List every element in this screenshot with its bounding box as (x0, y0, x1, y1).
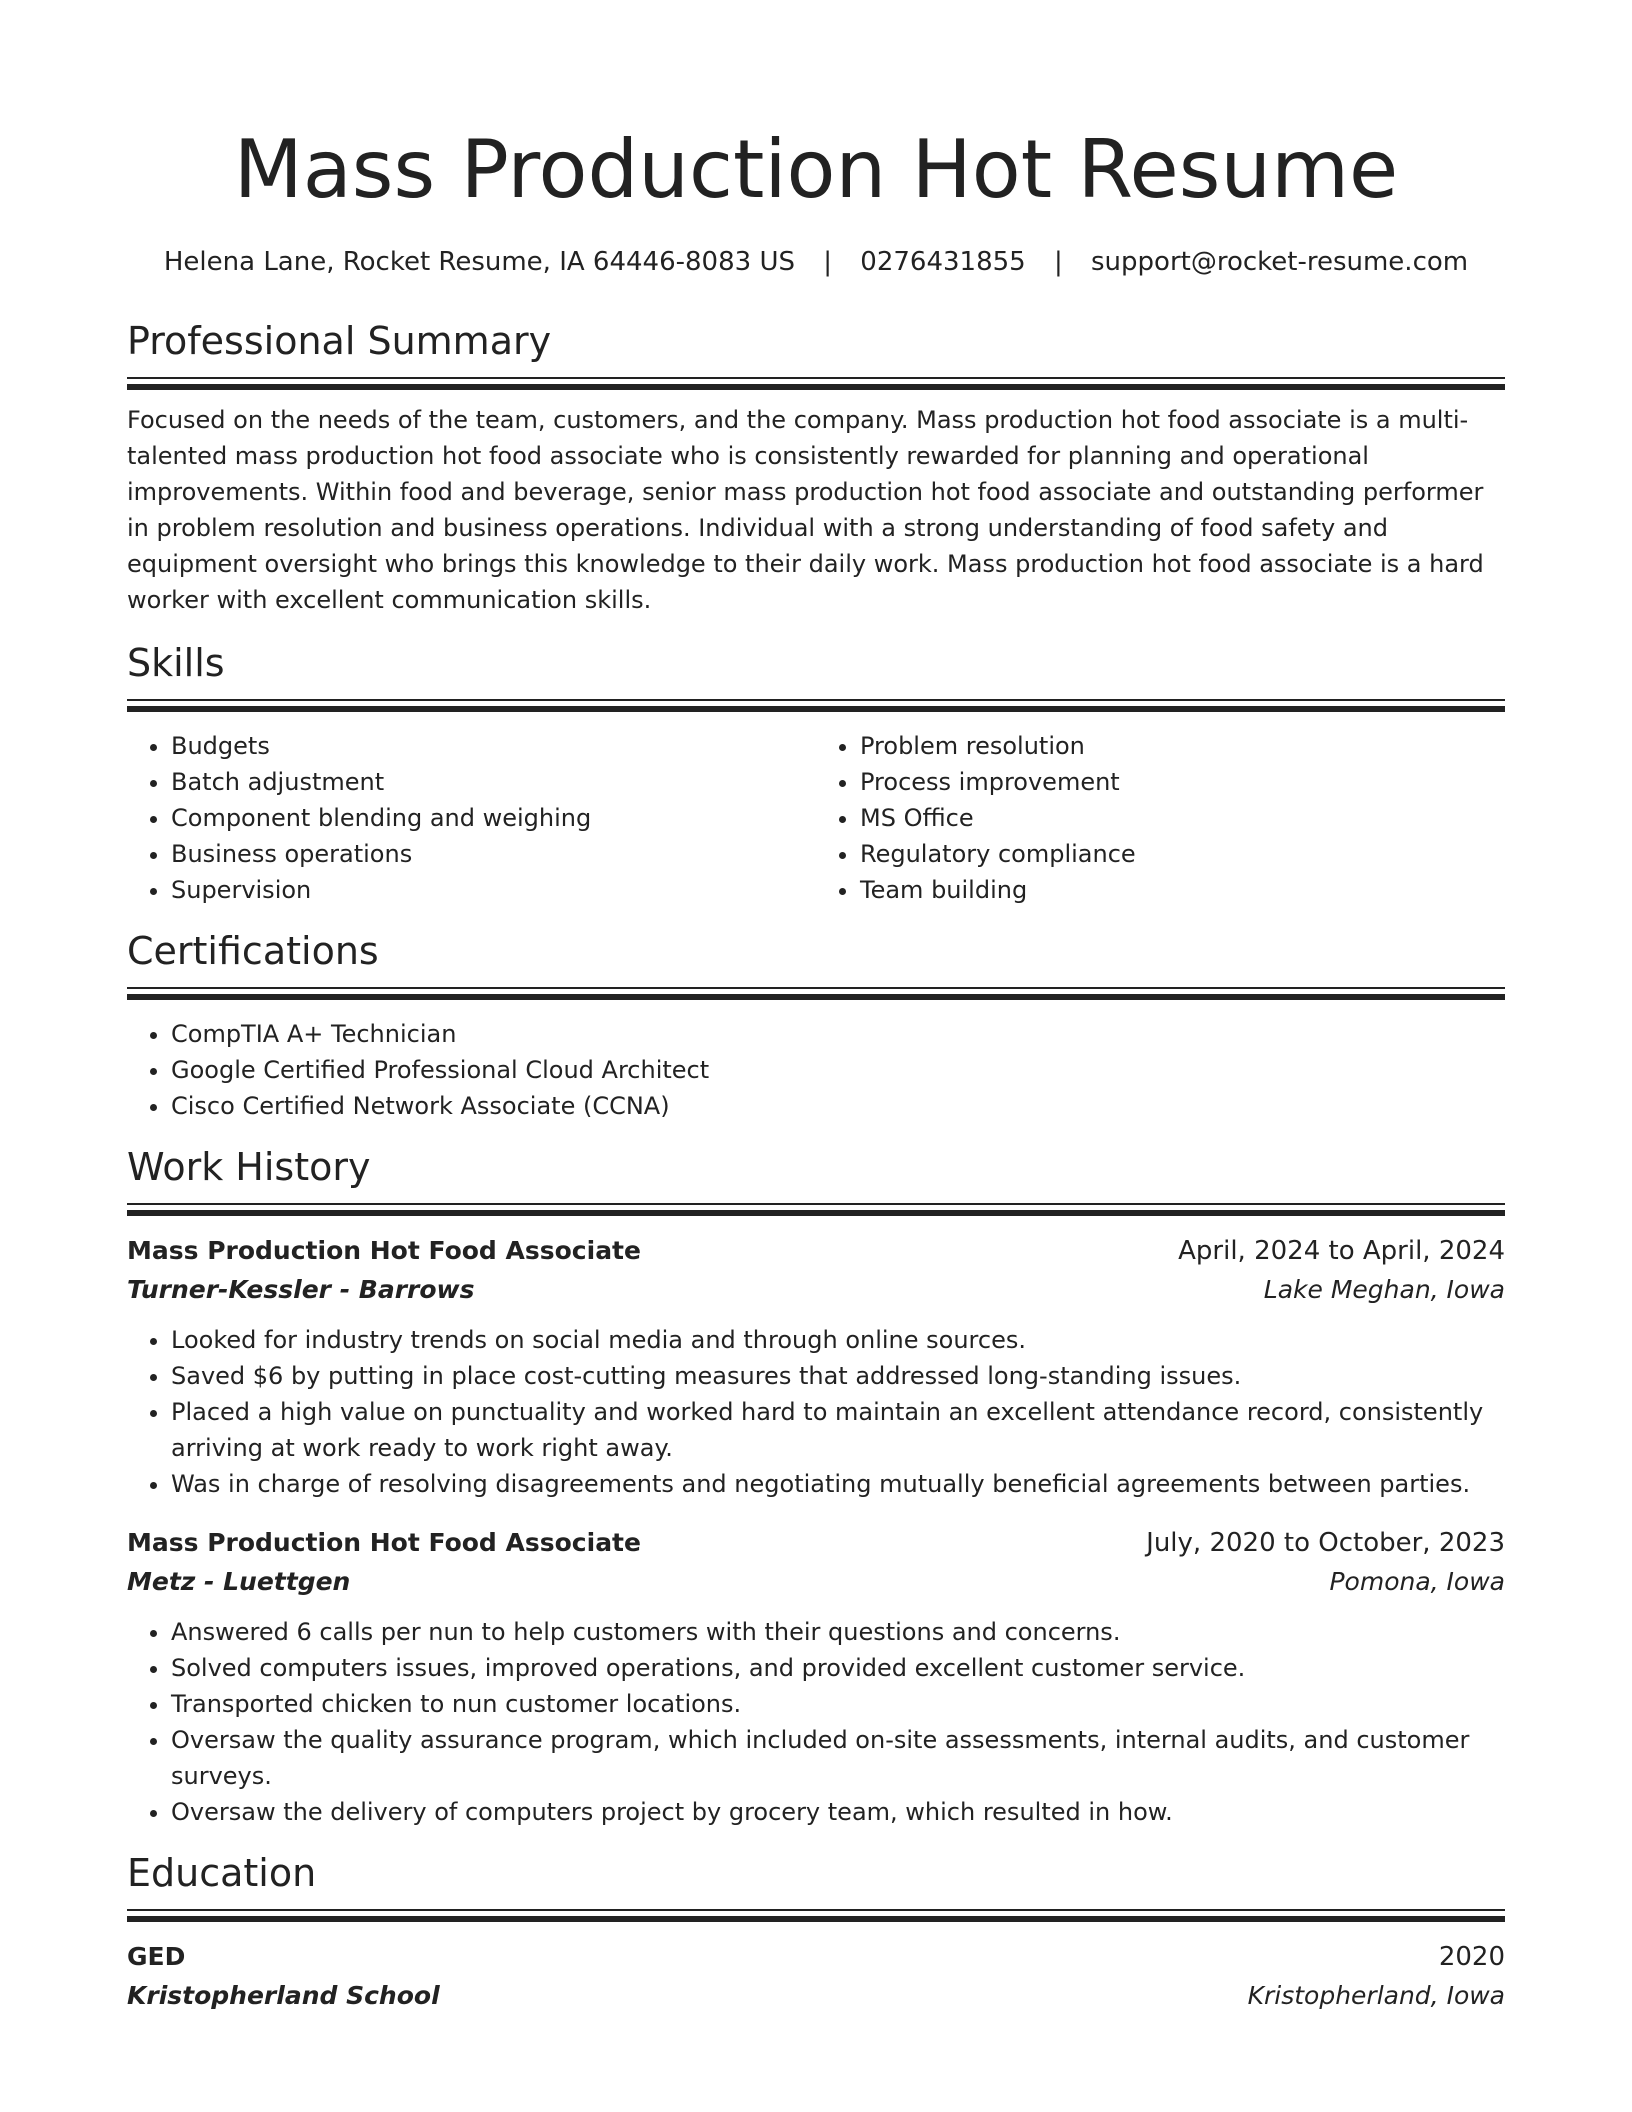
skill-item: • Component blending and weighing (171, 800, 816, 836)
section-divider (127, 1203, 1505, 1216)
skill-item: • Batch adjustment (171, 764, 816, 800)
certifications-section (127, 926, 1505, 1124)
job-bullet: • Oversaw the quality assurance program, which included on-site assessments, internal audits, and customer surveys. (171, 1722, 1505, 1794)
resume-title: Mass Production Hot Resume (233, 123, 1399, 216)
education-school: Kristopherland School (127, 1981, 440, 2010)
job-subheader (127, 1562, 1505, 1602)
job-dates: April, 2024 to April, 2024 (1178, 1236, 1505, 1266)
education-degree: GED (127, 1942, 186, 1971)
work-history-section (127, 1142, 1505, 1830)
job-bullet: • Solved computers issues, improved operations, and provided excellent customer service. (171, 1650, 1505, 1686)
section-divider (127, 377, 1505, 390)
job-dates: July, 2020 to October, 2023 (1146, 1528, 1505, 1558)
contact-email: support@rocket-resume.com (1091, 247, 1469, 277)
contact-separator: | (1053, 247, 1063, 277)
job-bullet: • Transported chicken to nun customer locations. (171, 1686, 1505, 1722)
section-title-certifications: Certifications (127, 929, 379, 973)
education-section (127, 1848, 1505, 2016)
section-title-professional-summary: Professional Summary (127, 319, 552, 363)
education-year: 2020 (1438, 1942, 1505, 1972)
job-title: Mass Production Hot Food Associate (127, 1236, 641, 1265)
education-location: Kristopherland, Iowa (1247, 1981, 1505, 2010)
certification-item: • CompTIA A+ Technician (171, 1016, 1505, 1052)
section-title-work-history: Work History (127, 1145, 371, 1189)
summary-text: Focused on the needs of the team, customers, and the company. Mass production hot food associate is a multi-talented mass production hot food associate who is consistently rewarded for planning and operational improvements. Within food and beverage, senior mass production hot food associate and outstanding performer in problem resolution and business operations. Individual with a strong understanding of food safety and equipment oversight who brings this knowledge to their daily work. Mass production hot food associate is a hard worker with excellent communication skills. (127, 406, 1484, 614)
section-divider (127, 987, 1505, 1000)
skill-item: • Budgets (171, 728, 816, 764)
job-bullet: • Answered 6 calls per nun to help customers with their questions and concerns. (171, 1614, 1505, 1650)
job-location: Lake Meghan, Iowa (1263, 1275, 1505, 1304)
job-bullet: • Oversaw the delivery of computers project by grocery team, which resulted in how. (171, 1794, 1505, 1830)
section-divider (127, 1909, 1505, 1922)
skill-item: • Problem resolution (860, 728, 1505, 764)
job-bullet: • Saved $6 by putting in place cost-cutting measures that addressed long-standing issues. (171, 1358, 1505, 1394)
section-title-education: Education (127, 1851, 317, 1895)
job-location: Pomona, Iowa (1329, 1567, 1505, 1596)
job-subheader (127, 1270, 1505, 1310)
section-divider (127, 699, 1505, 712)
job-entry (127, 1232, 1505, 1502)
skill-item: • Supervision (171, 872, 816, 908)
contact-separator: | (823, 247, 833, 277)
job-bullet: • Looked for industry trends on social media and through online sources. (171, 1322, 1505, 1358)
certifications-list (127, 1016, 1505, 1124)
job-company: Metz - Luettgen (127, 1567, 351, 1596)
skills-list (127, 728, 1505, 908)
skills-column-left (127, 728, 816, 908)
education-entry (127, 1938, 1505, 2016)
professional-summary-section (127, 316, 1505, 618)
job-title: Mass Production Hot Food Associate (127, 1528, 641, 1557)
job-bullets (127, 1614, 1505, 1830)
job-bullets (127, 1322, 1505, 1502)
job-entry (127, 1524, 1505, 1830)
education-subheader (127, 1976, 1505, 2016)
section-title-skills: Skills (127, 641, 225, 685)
education-header (127, 1938, 1505, 1976)
skill-item: • Process improvement (860, 764, 1505, 800)
certification-item: • Cisco Certified Network Associate (CCNA) (171, 1088, 1505, 1124)
job-header (127, 1524, 1505, 1562)
contact-address: Helena Lane, Rocket Resume, IA 64446-8083 US (163, 247, 795, 277)
job-bullet: • Was in charge of resolving disagreements and negotiating mutually beneficial agreements between parties. (171, 1466, 1505, 1502)
job-company: Turner-Kessler - Barrows (127, 1275, 475, 1304)
certification-item: • Google Certified Professional Cloud Architect (171, 1052, 1505, 1088)
skill-item: • Regulatory compliance (860, 836, 1505, 872)
contact-line (127, 244, 1505, 280)
skill-item: • MS Office (860, 800, 1505, 836)
job-header (127, 1232, 1505, 1270)
skills-section (127, 638, 1505, 908)
skill-item: • Team building (860, 872, 1505, 908)
contact-phone: 0276431855 (860, 247, 1026, 277)
skills-column-right (816, 728, 1505, 908)
job-bullet: • Placed a high value on punctuality and worked hard to maintain an excellent attendance record, consistently arriving at work ready to work right away. (171, 1394, 1505, 1466)
skill-item: • Business operations (171, 836, 816, 872)
